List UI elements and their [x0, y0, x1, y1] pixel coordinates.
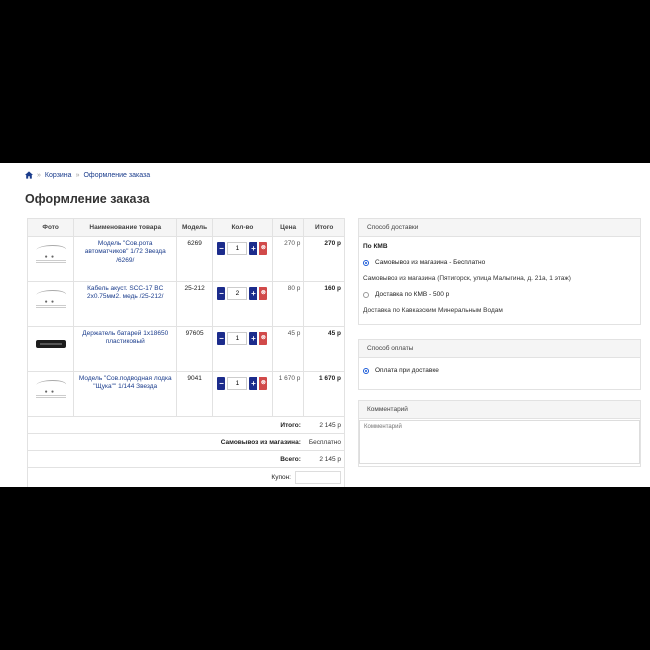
product-model: 25-212 — [177, 282, 213, 327]
product-qty-cell — [212, 327, 272, 372]
product-photo-cell — [28, 282, 74, 327]
cart-table — [27, 218, 345, 487]
delivery-title: Способ доставки — [359, 219, 640, 237]
product-photo-cell — [28, 237, 74, 282]
breadcrumb — [25, 171, 150, 179]
breadcrumb-separator: » — [75, 171, 80, 179]
product-price: 80 р — [272, 282, 304, 327]
product-total: 270 р — [304, 237, 345, 282]
coupon-input[interactable] — [295, 471, 341, 484]
product-qty-cell — [212, 282, 272, 327]
product-link[interactable]: Держатель батарей 1x18650 пластиковый — [82, 330, 169, 346]
delivery-option-pickup[interactable] — [363, 259, 636, 266]
coupon-cell — [28, 468, 345, 488]
cart-header-row — [28, 219, 345, 237]
plus-button[interactable]: + — [251, 379, 256, 388]
header-name: Наименование товара — [74, 219, 177, 237]
quantity-input[interactable] — [227, 242, 247, 255]
product-model: 9041 — [177, 372, 213, 417]
payment-title: Способ оплаты — [359, 340, 640, 358]
remove-icon[interactable]: ⊗ — [259, 242, 267, 255]
comment-textarea[interactable] — [359, 420, 640, 464]
remove-icon[interactable]: ⊗ — [259, 332, 267, 345]
product-qty-cell — [212, 237, 272, 282]
delivery-option-label: Доставка по КМВ - 500 р — [375, 291, 450, 298]
delivery-option-desc: Самовывоз из магазина (Пятигорск, улица Малыгина, д. 21а, 1 этаж) — [363, 275, 571, 282]
coupon-label: Купон: — [271, 474, 291, 481]
table-row — [28, 372, 345, 417]
shipping-label: Самовывоз из магазина: — [28, 434, 304, 451]
plus-button[interactable]: + — [251, 244, 256, 253]
breadcrumb-checkout[interactable]: Оформление заказа — [83, 171, 151, 179]
radio-selected[interactable] — [363, 260, 369, 266]
quantity-input[interactable] — [227, 377, 247, 390]
checkout-page — [0, 163, 650, 487]
breadcrumb-separator: » — [37, 171, 41, 179]
grand-total-label: Всего: — [28, 451, 304, 468]
delivery-panel — [358, 218, 641, 325]
product-photo-cell — [28, 372, 74, 417]
page-title: Оформление заказа — [25, 192, 150, 206]
product-total: 1 670 р — [304, 372, 345, 417]
grand-total-row — [28, 451, 345, 468]
coupon-row — [28, 468, 345, 488]
quantity-stepper — [216, 287, 269, 300]
minus-button[interactable]: − — [219, 379, 224, 388]
subtotal-row — [28, 417, 345, 434]
quantity-input[interactable] — [227, 332, 247, 345]
header-qty: Кол-во — [212, 219, 272, 237]
product-name-cell — [74, 372, 177, 417]
shipping-row — [28, 434, 345, 451]
minus-button[interactable]: − — [219, 289, 224, 298]
grand-total-value: 2 145 р — [304, 451, 345, 468]
subtotal-value: 2 145 р — [304, 417, 345, 434]
payment-panel — [358, 339, 641, 390]
product-name-cell — [74, 282, 177, 327]
comment-title: Комментарий — [359, 401, 640, 419]
delivery-group-title: По КМВ — [363, 243, 388, 250]
delivery-option-desc: Доставка по Кавказским Минеральным Водам — [363, 307, 503, 314]
header-model: Модель — [177, 219, 213, 237]
breadcrumb-cart[interactable]: Корзина — [44, 171, 72, 179]
quantity-input[interactable] — [227, 287, 247, 300]
product-thumbnail[interactable]: ● ● — [33, 377, 69, 401]
product-total: 160 р — [304, 282, 345, 327]
payment-option-label: Оплата при доставке — [375, 367, 439, 374]
product-thumbnail[interactable]: ● ● — [33, 242, 69, 266]
product-model: 6269 — [177, 237, 213, 282]
remove-icon[interactable]: ⊗ — [259, 287, 267, 300]
product-link[interactable]: Модель "Сов.подводная лодка "Щука"" 1/144 Звезда — [78, 375, 172, 391]
comment-panel — [358, 400, 641, 467]
header-price: Цена — [272, 219, 304, 237]
header-photo: Фото — [28, 219, 74, 237]
header-total: Итого — [304, 219, 345, 237]
plus-button[interactable]: + — [251, 289, 256, 298]
quantity-stepper — [216, 377, 269, 390]
product-link[interactable]: Кабель акуст. SCC-17 BC 2x0.75мм2. медь /25-212/ — [87, 285, 164, 301]
product-name-cell — [74, 237, 177, 282]
delivery-option-kmv[interactable] — [363, 291, 636, 298]
subtotal-label: Итого: — [28, 417, 304, 434]
product-link[interactable]: Модель "Сов.рота автоматчиков" 1/72 Звезда /6269/ — [84, 240, 166, 264]
quantity-stepper — [216, 242, 269, 255]
minus-button[interactable]: − — [219, 244, 224, 253]
table-row — [28, 237, 345, 282]
remove-icon[interactable]: ⊗ — [259, 377, 267, 390]
product-thumbnail[interactable]: ● ● — [33, 287, 69, 311]
radio-selected[interactable] — [363, 368, 369, 374]
quantity-stepper — [216, 332, 269, 345]
product-photo-cell — [28, 327, 74, 372]
minus-button[interactable]: − — [219, 334, 224, 343]
product-thumbnail[interactable] — [33, 332, 69, 356]
home-icon[interactable] — [25, 171, 33, 179]
table-row — [28, 327, 345, 372]
product-total: 45 р — [304, 327, 345, 372]
table-row — [28, 282, 345, 327]
product-model: 97605 — [177, 327, 213, 372]
product-name-cell — [74, 327, 177, 372]
product-qty-cell — [212, 372, 272, 417]
shipping-value: Бесплатно — [304, 434, 345, 451]
product-price: 270 р — [272, 237, 304, 282]
product-price: 1 670 р — [272, 372, 304, 417]
radio-unselected[interactable] — [363, 292, 369, 298]
delivery-option-label: Самовывоз из магазина - Бесплатно — [375, 259, 486, 266]
plus-button[interactable]: + — [251, 334, 256, 343]
product-price: 45 р — [272, 327, 304, 372]
payment-option-cash[interactable] — [363, 367, 636, 374]
